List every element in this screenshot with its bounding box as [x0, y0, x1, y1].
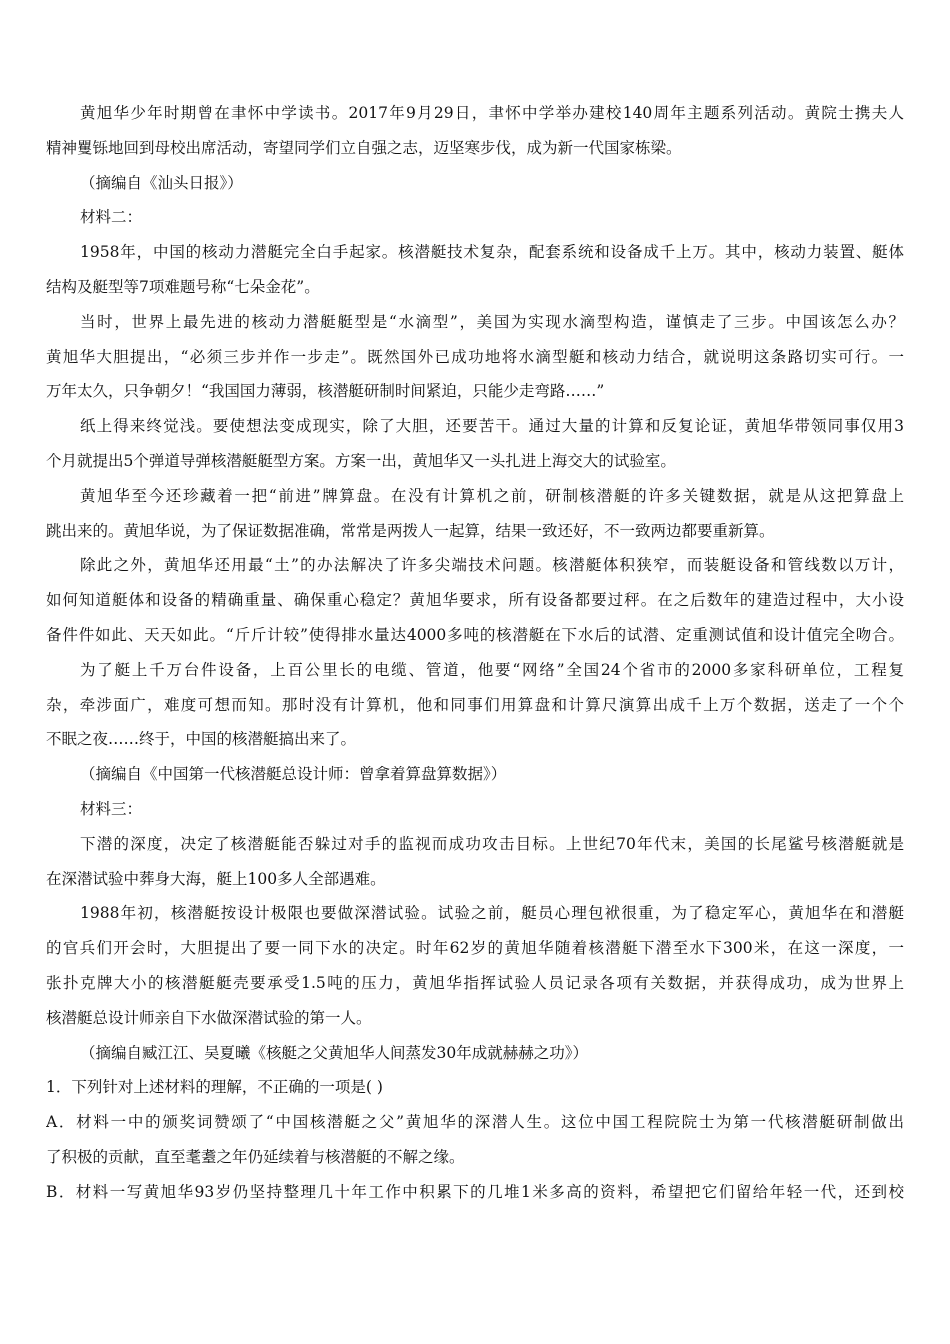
text-line: 结构及艇型等7项难题号称“七朵金花”。: [46, 277, 320, 296]
document-body: [46, 96, 904, 1210]
text-line: 为了艇上千万台件设备，上百公里长的电缆、管道，他要“网络”全国24个省市的2000多家科研单位，工程复: [80, 660, 904, 679]
text-line: 除此之外，黄旭华还用最“土”的办法解决了许多尖端技术问题。核潜艇体积狭窄，而装艇设备和管线数以万计，: [80, 556, 904, 575]
text-line: （摘编自《中国第一代核潜艇总设计师：曾拿着算盘算数据》）: [80, 765, 507, 784]
text-line: 跳出来的。黄旭华说，为了保证数据准确，常常是两拨人一起算，结果一致还好，不一致两边都要重新算。: [46, 521, 775, 540]
text-line: （摘编自臧江江、吴夏曦《核艇之父黄旭华人间蒸发30年成就赫赫之功》）: [80, 1043, 588, 1062]
text-line: 当时，世界上最先进的核动力潜艇艇型是“水滴型”，美国为实现水滴型构造，谨慎走了三步。中国该怎么办？: [80, 312, 904, 331]
text-line: 备件件如此、天天如此。“斤斤计较”使得排水量达4000多吨的核潜艇在下水后的试潜、定重测试值和设计值完全吻合。: [46, 625, 904, 644]
text-line: 不眠之夜……终于，中国的核潜艇搞出来了。: [46, 730, 357, 749]
text-line: 下潜的深度，决定了核潜艇能否躲过对手的监视而成功攻击目标。上世纪70年代末，美国的长尾鲨号核潜艇就是: [80, 834, 904, 853]
text-line: 了积极的贡献，直至耄耋之年仍延续着与核潜艇的不解之缘。: [46, 1147, 465, 1166]
text-line: 1．下列针对上述材料的理解，不正确的一项是( ): [46, 1078, 383, 1097]
text-line: 如何知道艇体和设备的精确重量、确保重心稳定？黄旭华要求，所有设备都要过秤。在之后数年的建造过程中，大小设: [46, 591, 904, 610]
text-line: 杂，牵涉面广，难度可想而知。那时没有计算机，他和同事们用算盘和计算尺演算出成千上万个数据，送走了一个个: [46, 695, 904, 714]
text-line: 核潜艇总设计师亲自下水做深潜试验的第一人。: [46, 1008, 372, 1027]
text-line: 张扑克牌大小的核潜艇艇壳要承受1.5吨的压力，黄旭华指挥试验人员记录各项有关数据，并获得成功，成为世界上: [46, 973, 904, 992]
text-line: 黄旭华大胆提出，“必须三步并作一步走”。既然国外已成功地将水滴型艇和核动力结合，就说明这条路切实可行。一: [46, 347, 904, 366]
text-line: 黄旭华至今还珍藏着一把“前进”牌算盘。在没有计算机之前，研制核潜艇的许多关键数据，就是从这把算盘上: [80, 486, 904, 505]
text-line: 纸上得来终觉浅。要使想法变成现实，除了大胆，还要苦干。通过大量的计算和反复论证，黄旭华带领同事仅用3: [80, 417, 904, 436]
text-line: 黄旭华少年时期曾在聿怀中学读书。2017年9月29日，聿怀中学举办建校140周年主题系列活动。黄院士携夫人: [80, 104, 904, 122]
text-line: （摘编自《汕头日报》）: [80, 173, 243, 192]
text-line: 材料三：: [80, 799, 143, 818]
text-line: 个月就提出5个弹道导弹核潜艇艇型方案。方案一出，黄旭华又一头扎进上海交大的试验室。: [46, 451, 676, 470]
text-line: A．材料一中的颁奖词赞颂了“中国核潜艇之父”黄旭华的深潜人生。这位中国工程院院士为第一代核潜艇研制做出: [46, 1113, 904, 1132]
text-line: 万年太久，只争朝夕！“我国国力薄弱，核潜艇研制时间紧迫，只能少走弯路……”: [46, 382, 605, 401]
text-line: 在深潜试验中葬身大海，艇上100多人全部遇难。: [46, 869, 386, 888]
text-line: 精神矍铄地回到母校出席活动，寄望同学们立自强之志，迈坚寒步伐，成为新一代国家栋梁。: [46, 138, 682, 157]
text-line: 材料二：: [80, 208, 143, 227]
text-line: 1958年，中国的核动力潜艇完全白手起家。核潜艇技术复杂，配套系统和设备成千上万。其中，核动力装置、艇体: [80, 243, 904, 262]
text-line: B．材料一写黄旭华93岁仍坚持整理几十年工作中积累下的几堆1米多高的资料，希望把它们留给年轻一代，还到校: [46, 1182, 904, 1201]
text-line: 的官兵们开会时，大胆提出了要一同下水的决定。时年62岁的黄旭华随着核潜艇下潜至水下300米，在这一深度，一: [46, 939, 904, 958]
text-line: 1988年初，核潜艇按设计极限也要做深潜试验。试验之前，艇员心理包袱很重，为了稳定军心，黄旭华在和潜艇: [80, 904, 904, 923]
